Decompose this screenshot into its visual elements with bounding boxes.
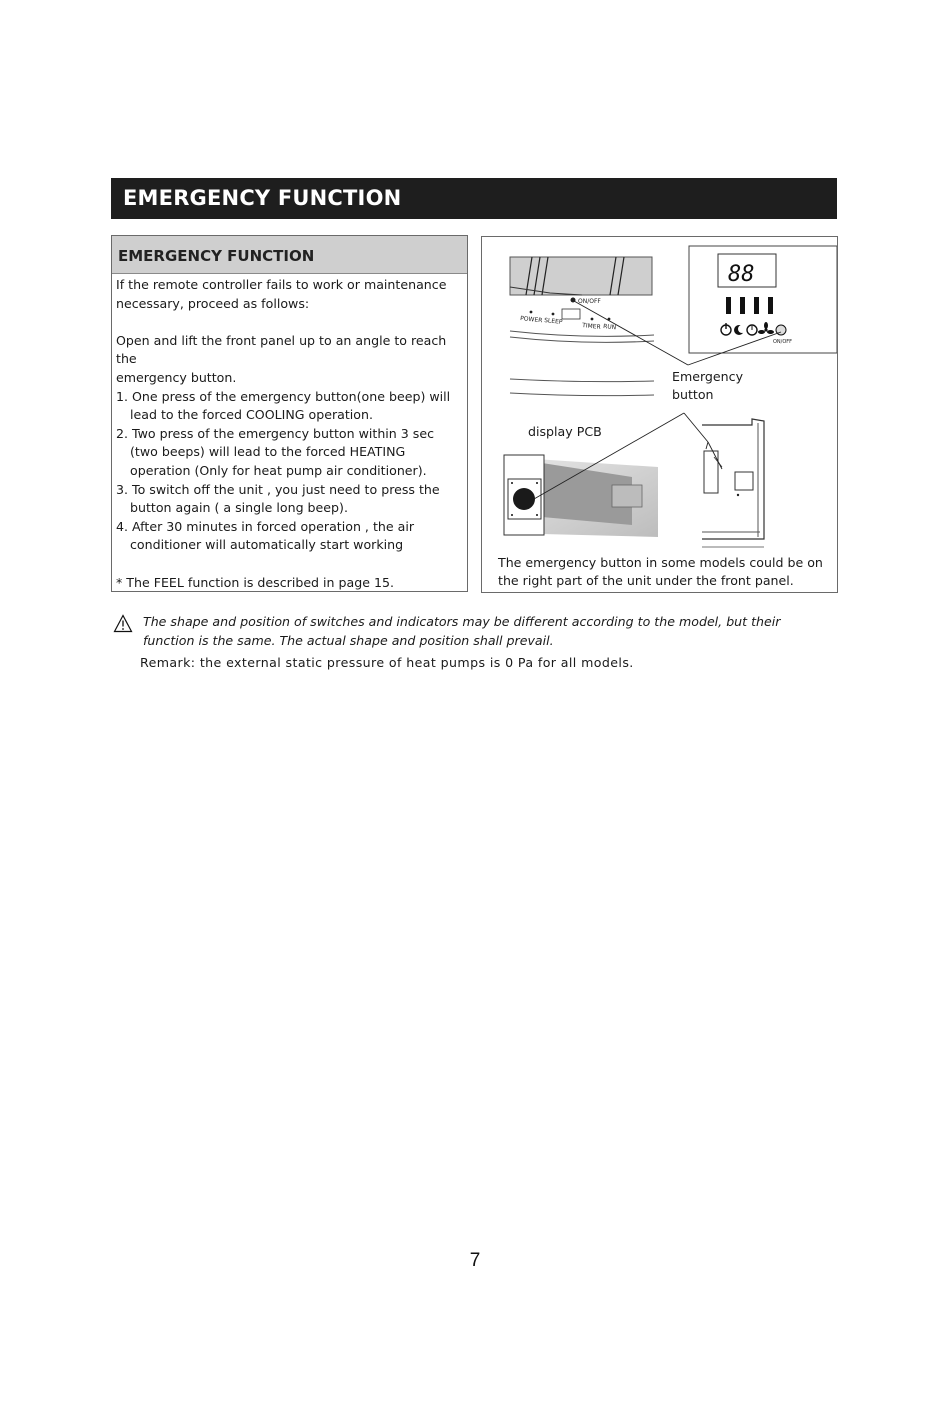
instructions-header: EMERGENCY FUNCTION (112, 236, 467, 274)
front-panel-drawing (510, 257, 654, 396)
emergency-button-location-note: The emergency button in some models could be on the right part of the unit under the front panel. (498, 555, 823, 588)
instructions-body (112, 274, 467, 592)
step-2: 2. Two press of the emergency button within 3 sec (two beeps) will lead to the forced HEATING operation (Only for heat pump air conditioner). (116, 425, 435, 478)
power-indicator-label: POWER (519, 315, 543, 325)
step-1: 1. One press of the emergency button(one beep) will lead to the forced COOLING operation. (116, 388, 451, 423)
warning-text: The shape and position of switches and indicators may be different according to the model, but their function is the same. The actual shape and position shall prevail. (143, 614, 781, 648)
warning-icon (113, 614, 133, 633)
unit-illustration (482, 237, 837, 592)
right-side-unit-drawing (702, 419, 764, 547)
display-panel-drawing (689, 246, 837, 353)
illustration-panel (481, 236, 838, 593)
run-indicator-label: RUN (602, 323, 617, 332)
remark-text: Remark: the external static pressure of heat pumps is 0 Pa for all models. (140, 655, 634, 670)
open-panel-line: Open and lift the front panel up to an angle to reach the (116, 332, 447, 367)
timer-indicator-label: TIMER (581, 322, 601, 331)
instructions-panel (111, 235, 468, 592)
intro-line: If the remote controller fails to work or maintenance (116, 277, 447, 292)
feel-note: * The FEEL function is described in page 15. (116, 574, 395, 590)
page-number: 7 (469, 1250, 481, 1271)
section-title: EMERGENCY FUNCTION (123, 186, 402, 210)
sleep-indicator-label: SLEEP (543, 317, 563, 326)
step-3: 3. To switch off the unit , you just need to press the button again ( a single long beep). (116, 481, 440, 516)
display-pcb-label: display PCB (528, 424, 602, 439)
display-digits: 88 (728, 262, 755, 287)
panel-on-off-label: ON/OFF (773, 339, 793, 345)
on-off-indicator-label: ON/OFF (578, 298, 601, 305)
pcb-drawing (504, 455, 658, 537)
section-title-banner (111, 178, 837, 219)
emergency-button-label: Emergency button (672, 369, 744, 402)
intro-line: necessary, proceed as follows: (116, 295, 310, 311)
open-panel-line: emergency button. (116, 369, 237, 385)
step-4: 4. After 30 minutes in forced operation , the air conditioner will automatically start working (116, 518, 415, 553)
